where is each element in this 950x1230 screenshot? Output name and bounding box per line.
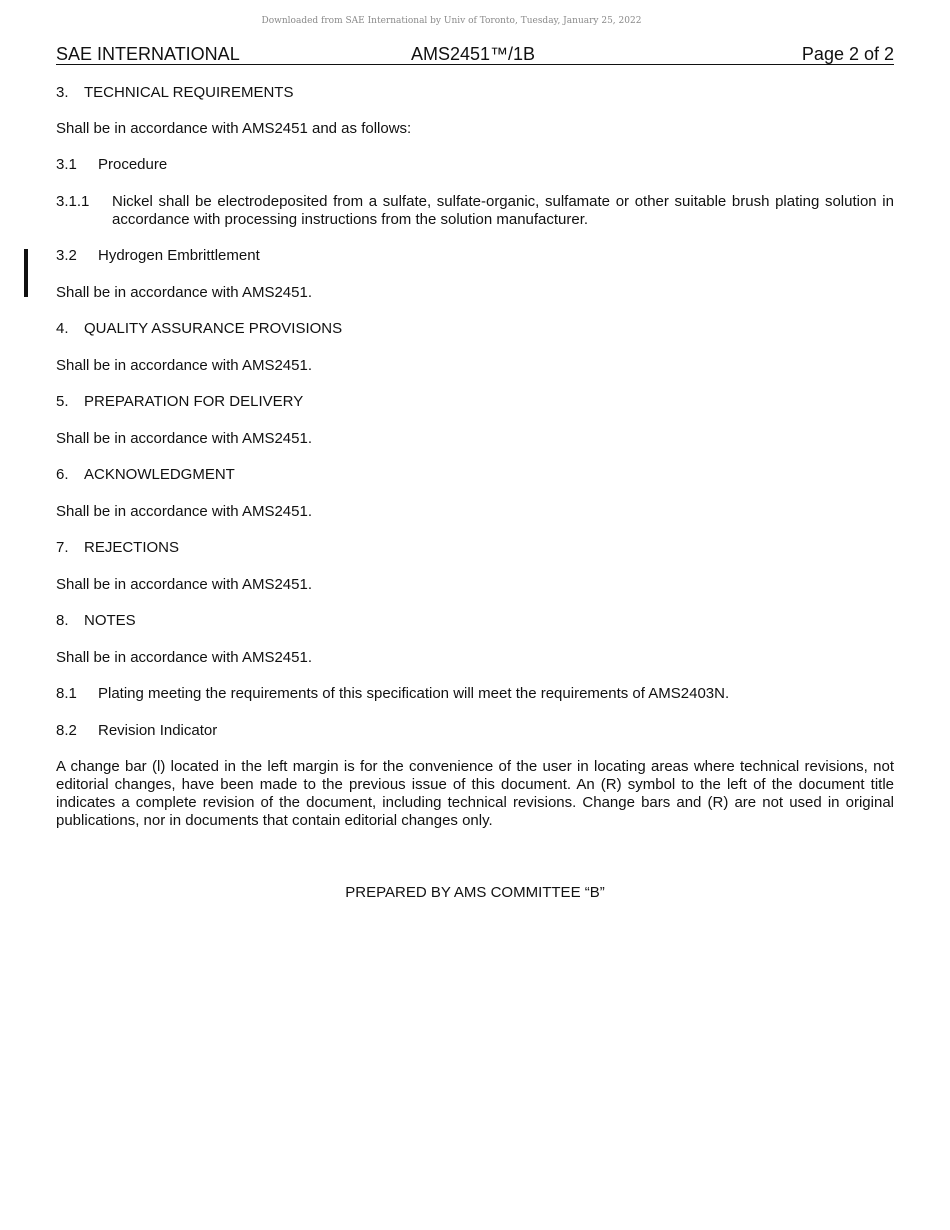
section-number: 3.1.1 xyxy=(56,193,90,210)
section-number: 3.1 xyxy=(56,156,77,173)
section-3-1-1-paragraph xyxy=(56,193,894,229)
change-bar xyxy=(24,249,28,297)
section-8-text: Shall be in accordance with AMS2451. xyxy=(56,649,312,666)
section-title: PREPARATION FOR DELIVERY xyxy=(84,393,304,410)
prepared-by: PREPARED BY AMS COMMITTEE “B” xyxy=(345,884,605,901)
section-3-2-heading xyxy=(56,247,260,265)
section-number: 8. xyxy=(56,612,69,629)
header-page-number: Page 2 of 2 xyxy=(801,44,894,64)
section-number: 3.2 xyxy=(56,247,77,264)
section-text: Plating meeting the requirements of this specification will meet the requirements of AMS2403N. xyxy=(98,685,730,702)
section-8-1-paragraph xyxy=(56,685,729,703)
section-number: 4. xyxy=(56,320,69,337)
section-number: 3. xyxy=(56,84,69,101)
section-number: 6. xyxy=(56,466,69,483)
header-doc-id: AMS2451™/1B xyxy=(411,44,536,64)
section-title: Procedure xyxy=(98,156,168,173)
section-title: TECHNICAL REQUIREMENTS xyxy=(84,84,294,101)
section-number: 7. xyxy=(56,539,69,556)
section-8-2-heading xyxy=(56,722,217,740)
section-title: Hydrogen Embrittlement xyxy=(98,247,260,264)
section-number: 5. xyxy=(56,393,69,410)
section-8-heading xyxy=(56,612,136,630)
section-7-text: Shall be in accordance with AMS2451. xyxy=(56,576,312,593)
section-3-1-heading xyxy=(56,156,167,174)
section-title: ACKNOWLEDGMENT xyxy=(84,466,235,483)
section-number: 8.1 xyxy=(56,685,77,702)
section-title: QUALITY ASSURANCE PROVISIONS xyxy=(84,320,343,337)
section-4-text: Shall be in accordance with AMS2451. xyxy=(56,357,312,374)
download-watermark: Downloaded from SAE International by Univ of Toronto, Tuesday, January 25, 2022 xyxy=(261,16,642,26)
header-org: SAE INTERNATIONAL xyxy=(56,44,240,64)
page-header xyxy=(56,44,894,65)
section-title: Revision Indicator xyxy=(98,722,218,739)
section-6-heading xyxy=(56,466,235,484)
section-text: Nickel shall be electrodeposited from a sulfate, sulfate-organic, sulfamate or other suitable brush plating solution in accordance with processing instructions from the solution manufacturer. xyxy=(112,193,894,228)
section-title: REJECTIONS xyxy=(84,539,180,556)
section-6-text: Shall be in accordance with AMS2451. xyxy=(56,503,312,520)
section-number: 8.2 xyxy=(56,722,77,739)
section-3-heading xyxy=(56,84,293,102)
section-5-heading xyxy=(56,393,303,411)
section-7-heading xyxy=(56,539,179,557)
section-5-text: Shall be in accordance with AMS2451. xyxy=(56,430,312,447)
section-3-text: Shall be in accordance with AMS2451 and as follows: xyxy=(56,120,412,137)
section-4-heading xyxy=(56,320,342,338)
section-3-2-text: Shall be in accordance with AMS2451. xyxy=(56,284,312,301)
section-title: NOTES xyxy=(84,612,136,629)
section-8-2-text: A change bar (l) located in the left margin is for the convenience of the user in locating areas where technical revisions, not editorial changes, have been made to the previous issue of this document. An (R) symbol to the left of the document title indicates a complete revision of the document, including technical revisions. Change bars and (R) are not used in original publications, nor in documents that contain editorial changes only. xyxy=(56,758,894,829)
